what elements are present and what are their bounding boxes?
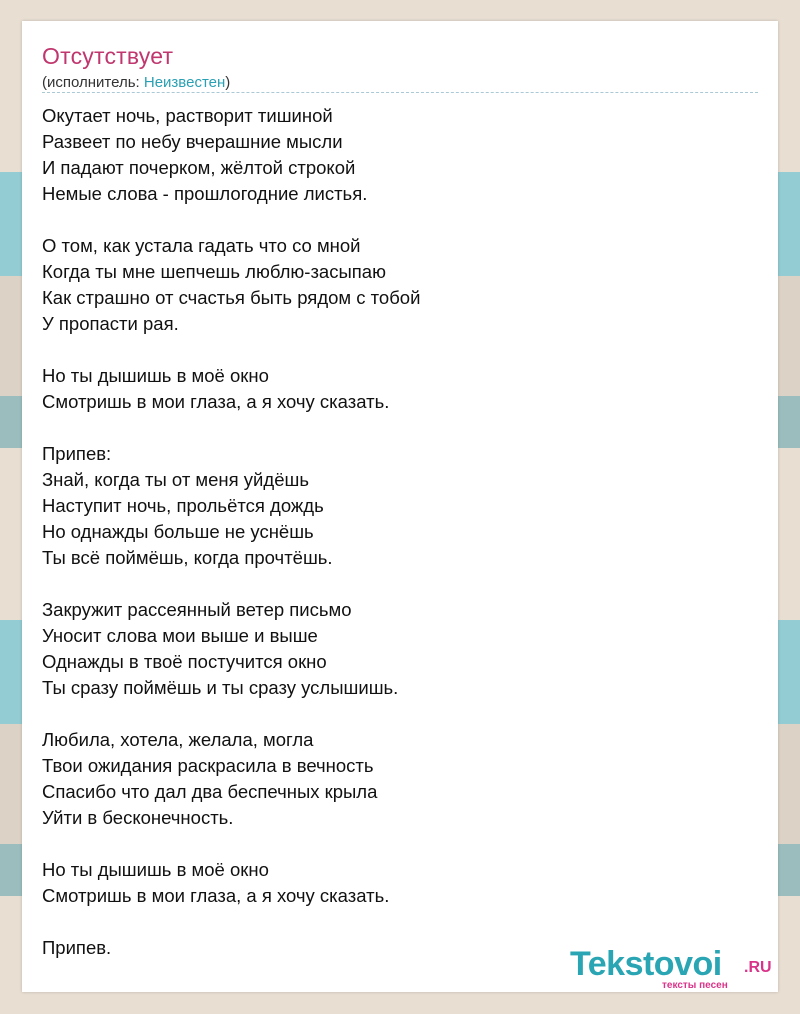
artist-suffix: ) xyxy=(225,74,231,91)
lyric-line: Уносит слова мои выше и выше xyxy=(42,625,318,646)
logo-wordmark: Tekstovoi xyxy=(570,945,722,983)
stanza xyxy=(42,727,758,831)
lyric-line: Смотришь в мои глаза, а я хочу сказать. xyxy=(42,391,390,412)
lyric-line: О том, как устала гадать что со мной xyxy=(42,235,361,256)
lyric-line: Спасибо что дал два беспечных крыла xyxy=(42,781,378,802)
lyric-line: У пропасти рая. xyxy=(42,313,179,334)
lyric-line: Смотришь в мои глаза, а я хочу сказать. xyxy=(42,885,390,906)
lyric-line: Но однажды больше не уснёшь xyxy=(42,521,314,542)
lyric-line: Припев. xyxy=(42,937,112,958)
lyric-line: Ты всё поймёшь, когда прочтёшь. xyxy=(42,547,333,568)
logo-domain: .RU xyxy=(744,959,772,976)
lyric-line: Ты сразу поймёшь и ты сразу услышишь. xyxy=(42,677,399,698)
lyric-line: Развеет по небу вчерашние мысли xyxy=(42,131,343,152)
lyric-line: Окутает ночь, растворит тишиной xyxy=(42,105,333,126)
artist-line xyxy=(42,74,230,91)
lyric-line: Припев: xyxy=(42,443,112,464)
lyrics-card xyxy=(22,21,778,992)
stanza xyxy=(42,363,758,415)
lyrics-text xyxy=(42,103,758,961)
lyric-line: Но ты дышишь в моё окно xyxy=(42,859,269,880)
logo-tagline: тексты песен xyxy=(662,980,728,991)
stanza xyxy=(42,103,758,207)
lyric-line: Уйти в бесконечность. xyxy=(42,807,234,828)
stanza xyxy=(42,441,758,571)
lyric-line: Наступит ночь, прольётся дождь xyxy=(42,495,324,516)
lyric-line: Однажды в твоё постучится окно xyxy=(42,651,327,672)
lyric-line: Немые слова - прошлогодние листья. xyxy=(42,183,368,204)
lyric-line: Когда ты мне шепчешь люблю-засыпаю xyxy=(42,261,386,282)
artist-link[interactable]: Неизвестен xyxy=(143,74,226,91)
stanza xyxy=(42,857,758,909)
lyric-line: Любила, хотела, желала, могла xyxy=(42,729,314,750)
stanza xyxy=(42,597,758,701)
lyric-line: Но ты дышишь в моё окно xyxy=(42,365,269,386)
lyric-line: Как страшно от счастья быть рядом с тобой xyxy=(42,287,421,308)
header-divider xyxy=(42,92,758,93)
stanza xyxy=(42,233,758,337)
site-logo[interactable] xyxy=(570,945,780,991)
lyric-line: Твои ожидания раскрасила в вечность xyxy=(42,755,374,776)
artist-prefix: (исполнитель: xyxy=(42,74,144,91)
lyric-line: Знай, когда ты от меня уйдёшь xyxy=(42,469,309,490)
lyric-line: Закружит рассеянный ветер письмо xyxy=(42,599,352,620)
lyric-line: И падают почерком, жёлтой строкой xyxy=(42,157,356,178)
song-title: Отсутствует xyxy=(42,43,174,69)
